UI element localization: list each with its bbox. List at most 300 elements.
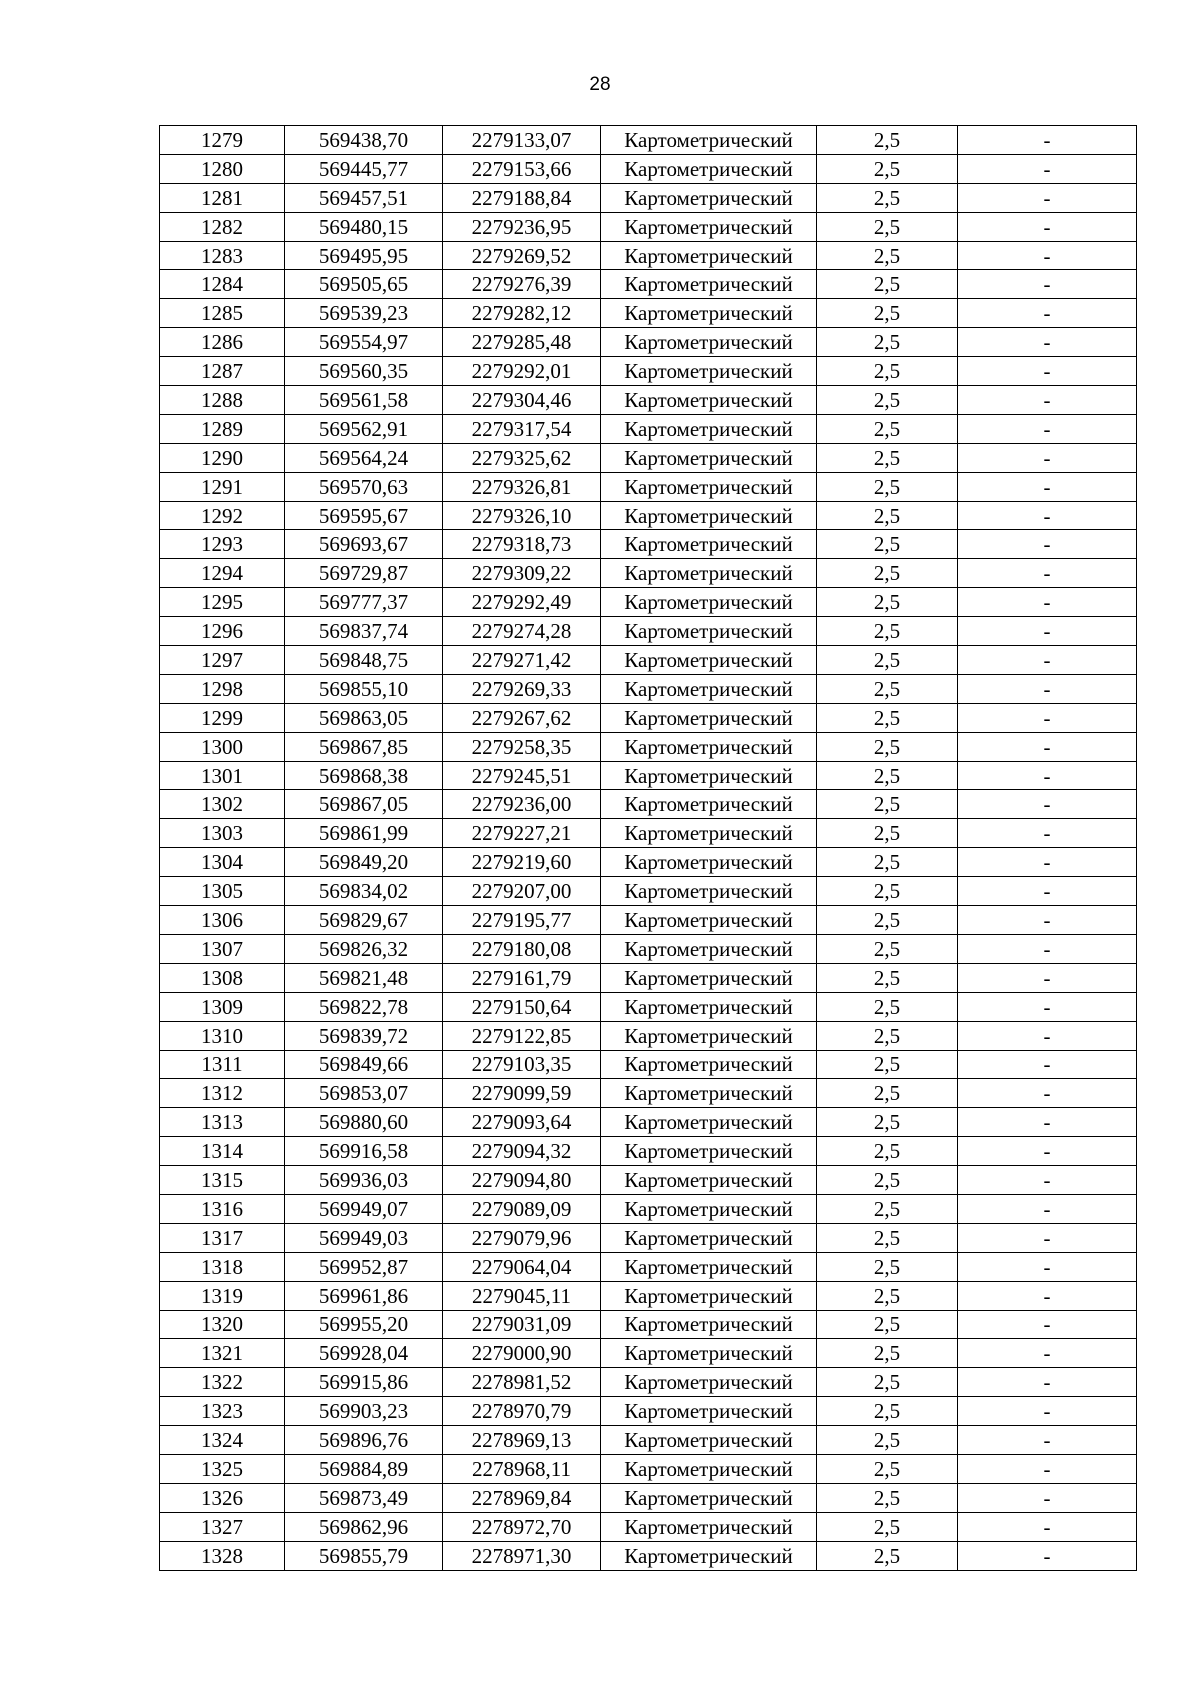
accuracy-cell: 2,5: [817, 1281, 958, 1310]
point-number-cell: 1286: [160, 328, 285, 357]
table-row: [160, 501, 1137, 530]
description-cell: -: [958, 848, 1137, 877]
point-number-cell: 1299: [160, 703, 285, 732]
y-coordinate-cell: 2279292,01: [443, 357, 601, 386]
table-row: [160, 992, 1137, 1021]
y-coordinate-cell: 2279304,46: [443, 386, 601, 415]
accuracy-cell: 2,5: [817, 443, 958, 472]
description-cell: -: [958, 646, 1137, 675]
x-coordinate-cell: 569595,67: [285, 501, 443, 530]
table-row: [160, 617, 1137, 646]
method-cell: Картометрический: [601, 1021, 817, 1050]
accuracy-cell: 2,5: [817, 848, 958, 877]
point-number-cell: 1313: [160, 1108, 285, 1137]
point-number-cell: 1302: [160, 790, 285, 819]
accuracy-cell: 2,5: [817, 732, 958, 761]
method-cell: Картометрический: [601, 1368, 817, 1397]
point-number-cell: 1292: [160, 501, 285, 530]
description-cell: -: [958, 212, 1137, 241]
point-number-cell: 1306: [160, 906, 285, 935]
table-row: [160, 183, 1137, 212]
description-cell: -: [958, 1166, 1137, 1195]
point-number-cell: 1327: [160, 1512, 285, 1541]
point-number-cell: 1298: [160, 674, 285, 703]
description-cell: -: [958, 877, 1137, 906]
table-row: [160, 559, 1137, 588]
coordinates-table-body: [160, 126, 1137, 1571]
y-coordinate-cell: 2279153,66: [443, 154, 601, 183]
accuracy-cell: 2,5: [817, 1021, 958, 1050]
x-coordinate-cell: 569560,35: [285, 357, 443, 386]
accuracy-cell: 2,5: [817, 1194, 958, 1223]
point-number-cell: 1283: [160, 241, 285, 270]
accuracy-cell: 2,5: [817, 703, 958, 732]
y-coordinate-cell: 2279309,22: [443, 559, 601, 588]
method-cell: Картометрический: [601, 848, 817, 877]
x-coordinate-cell: 569855,10: [285, 674, 443, 703]
y-coordinate-cell: 2279000,90: [443, 1339, 601, 1368]
y-coordinate-cell: 2279317,54: [443, 414, 601, 443]
description-cell: -: [958, 1483, 1137, 1512]
method-cell: Картометрический: [601, 1252, 817, 1281]
accuracy-cell: 2,5: [817, 1483, 958, 1512]
description-cell: -: [958, 1339, 1137, 1368]
accuracy-cell: 2,5: [817, 299, 958, 328]
point-number-cell: 1324: [160, 1426, 285, 1455]
method-cell: Картометрический: [601, 1310, 817, 1339]
y-coordinate-cell: 2278968,11: [443, 1454, 601, 1483]
method-cell: Картометрический: [601, 877, 817, 906]
accuracy-cell: 2,5: [817, 1252, 958, 1281]
x-coordinate-cell: 569861,99: [285, 819, 443, 848]
table-row: [160, 357, 1137, 386]
accuracy-cell: 2,5: [817, 1426, 958, 1455]
accuracy-cell: 2,5: [817, 906, 958, 935]
table-row: [160, 1483, 1137, 1512]
x-coordinate-cell: 569826,32: [285, 934, 443, 963]
method-cell: Картометрический: [601, 1397, 817, 1426]
table-row: [160, 299, 1137, 328]
y-coordinate-cell: 2279045,11: [443, 1281, 601, 1310]
x-coordinate-cell: 569564,24: [285, 443, 443, 472]
table-row: [160, 1397, 1137, 1426]
description-cell: -: [958, 443, 1137, 472]
description-cell: -: [958, 1281, 1137, 1310]
table-row: [160, 906, 1137, 935]
method-cell: Картометрический: [601, 299, 817, 328]
method-cell: Картометрический: [601, 1166, 817, 1195]
accuracy-cell: 2,5: [817, 1079, 958, 1108]
table-row: [160, 1050, 1137, 1079]
y-coordinate-cell: 2279276,39: [443, 270, 601, 299]
point-number-cell: 1325: [160, 1454, 285, 1483]
point-number-cell: 1315: [160, 1166, 285, 1195]
y-coordinate-cell: 2279318,73: [443, 530, 601, 559]
table-row: [160, 1512, 1137, 1541]
y-coordinate-cell: 2279150,64: [443, 992, 601, 1021]
y-coordinate-cell: 2279258,35: [443, 732, 601, 761]
method-cell: Картометрический: [601, 1194, 817, 1223]
description-cell: -: [958, 819, 1137, 848]
x-coordinate-cell: 569916,58: [285, 1137, 443, 1166]
x-coordinate-cell: 569837,74: [285, 617, 443, 646]
accuracy-cell: 2,5: [817, 1368, 958, 1397]
y-coordinate-cell: 2279133,07: [443, 126, 601, 155]
accuracy-cell: 2,5: [817, 992, 958, 1021]
x-coordinate-cell: 569863,05: [285, 703, 443, 732]
x-coordinate-cell: 569505,65: [285, 270, 443, 299]
table-row: [160, 1281, 1137, 1310]
description-cell: -: [958, 386, 1137, 415]
description-cell: -: [958, 992, 1137, 1021]
accuracy-cell: 2,5: [817, 1137, 958, 1166]
x-coordinate-cell: 569693,67: [285, 530, 443, 559]
table-row: [160, 588, 1137, 617]
point-number-cell: 1279: [160, 126, 285, 155]
accuracy-cell: 2,5: [817, 934, 958, 963]
table-row: [160, 1368, 1137, 1397]
table-row: [160, 963, 1137, 992]
x-coordinate-cell: 569862,96: [285, 1512, 443, 1541]
table-row: [160, 530, 1137, 559]
x-coordinate-cell: 569562,91: [285, 414, 443, 443]
description-cell: -: [958, 126, 1137, 155]
description-cell: -: [958, 963, 1137, 992]
point-number-cell: 1317: [160, 1223, 285, 1252]
method-cell: Картометрический: [601, 270, 817, 299]
table-row: [160, 877, 1137, 906]
y-coordinate-cell: 2278972,70: [443, 1512, 601, 1541]
point-number-cell: 1304: [160, 848, 285, 877]
description-cell: -: [958, 472, 1137, 501]
point-number-cell: 1296: [160, 617, 285, 646]
description-cell: -: [958, 1021, 1137, 1050]
x-coordinate-cell: 569849,20: [285, 848, 443, 877]
accuracy-cell: 2,5: [817, 530, 958, 559]
point-number-cell: 1328: [160, 1541, 285, 1570]
table-row: [160, 1223, 1137, 1252]
y-coordinate-cell: 2279285,48: [443, 328, 601, 357]
accuracy-cell: 2,5: [817, 761, 958, 790]
method-cell: Картометрический: [601, 790, 817, 819]
method-cell: Картометрический: [601, 1137, 817, 1166]
x-coordinate-cell: 569949,07: [285, 1194, 443, 1223]
description-cell: -: [958, 1252, 1137, 1281]
method-cell: Картометрический: [601, 732, 817, 761]
method-cell: Картометрический: [601, 1050, 817, 1079]
point-number-cell: 1303: [160, 819, 285, 848]
point-number-cell: 1318: [160, 1252, 285, 1281]
y-coordinate-cell: 2279188,84: [443, 183, 601, 212]
point-number-cell: 1310: [160, 1021, 285, 1050]
point-number-cell: 1326: [160, 1483, 285, 1512]
point-number-cell: 1322: [160, 1368, 285, 1397]
accuracy-cell: 2,5: [817, 790, 958, 819]
page-number: 28: [589, 74, 611, 95]
point-number-cell: 1314: [160, 1137, 285, 1166]
table-row: [160, 386, 1137, 415]
method-cell: Картометрический: [601, 501, 817, 530]
description-cell: -: [958, 414, 1137, 443]
y-coordinate-cell: 2278969,13: [443, 1426, 601, 1455]
description-cell: -: [958, 1310, 1137, 1339]
accuracy-cell: 2,5: [817, 472, 958, 501]
accuracy-cell: 2,5: [817, 1108, 958, 1137]
y-coordinate-cell: 2279326,10: [443, 501, 601, 530]
y-coordinate-cell: 2279271,42: [443, 646, 601, 675]
method-cell: Картометрический: [601, 906, 817, 935]
method-cell: Картометрический: [601, 126, 817, 155]
method-cell: Картометрический: [601, 1426, 817, 1455]
x-coordinate-cell: 569955,20: [285, 1310, 443, 1339]
accuracy-cell: 2,5: [817, 588, 958, 617]
y-coordinate-cell: 2278981,52: [443, 1368, 601, 1397]
method-cell: Картометрический: [601, 386, 817, 415]
x-coordinate-cell: 569915,86: [285, 1368, 443, 1397]
y-coordinate-cell: 2279103,35: [443, 1050, 601, 1079]
x-coordinate-cell: 569868,38: [285, 761, 443, 790]
y-coordinate-cell: 2279093,64: [443, 1108, 601, 1137]
description-cell: -: [958, 559, 1137, 588]
accuracy-cell: 2,5: [817, 674, 958, 703]
description-cell: -: [958, 1512, 1137, 1541]
x-coordinate-cell: 569539,23: [285, 299, 443, 328]
accuracy-cell: 2,5: [817, 357, 958, 386]
point-number-cell: 1316: [160, 1194, 285, 1223]
point-number-cell: 1291: [160, 472, 285, 501]
method-cell: Картометрический: [601, 154, 817, 183]
accuracy-cell: 2,5: [817, 646, 958, 675]
point-number-cell: 1323: [160, 1397, 285, 1426]
point-number-cell: 1311: [160, 1050, 285, 1079]
description-cell: -: [958, 530, 1137, 559]
x-coordinate-cell: 569554,97: [285, 328, 443, 357]
description-cell: -: [958, 1050, 1137, 1079]
accuracy-cell: 2,5: [817, 183, 958, 212]
table-row: [160, 1252, 1137, 1281]
y-coordinate-cell: 2279064,04: [443, 1252, 601, 1281]
accuracy-cell: 2,5: [817, 1512, 958, 1541]
accuracy-cell: 2,5: [817, 1397, 958, 1426]
y-coordinate-cell: 2279227,21: [443, 819, 601, 848]
accuracy-cell: 2,5: [817, 154, 958, 183]
x-coordinate-cell: 569928,04: [285, 1339, 443, 1368]
y-coordinate-cell: 2279219,60: [443, 848, 601, 877]
x-coordinate-cell: 569873,49: [285, 1483, 443, 1512]
method-cell: Картометрический: [601, 1339, 817, 1368]
description-cell: -: [958, 1541, 1137, 1570]
x-coordinate-cell: 569880,60: [285, 1108, 443, 1137]
x-coordinate-cell: 569495,95: [285, 241, 443, 270]
x-coordinate-cell: 569848,75: [285, 646, 443, 675]
table-row: [160, 328, 1137, 357]
point-number-cell: 1295: [160, 588, 285, 617]
description-cell: -: [958, 674, 1137, 703]
y-coordinate-cell: 2279326,81: [443, 472, 601, 501]
description-cell: -: [958, 1397, 1137, 1426]
accuracy-cell: 2,5: [817, 386, 958, 415]
table-row: [160, 1137, 1137, 1166]
table-row: [160, 1310, 1137, 1339]
description-cell: -: [958, 1194, 1137, 1223]
accuracy-cell: 2,5: [817, 1223, 958, 1252]
table-row: [160, 241, 1137, 270]
accuracy-cell: 2,5: [817, 877, 958, 906]
point-number-cell: 1288: [160, 386, 285, 415]
accuracy-cell: 2,5: [817, 212, 958, 241]
y-coordinate-cell: 2279161,79: [443, 963, 601, 992]
description-cell: -: [958, 357, 1137, 386]
table-row: [160, 790, 1137, 819]
x-coordinate-cell: 569729,87: [285, 559, 443, 588]
point-number-cell: 1290: [160, 443, 285, 472]
table-row: [160, 1454, 1137, 1483]
y-coordinate-cell: 2279245,51: [443, 761, 601, 790]
table-row: [160, 443, 1137, 472]
x-coordinate-cell: 569936,03: [285, 1166, 443, 1195]
method-cell: Картометрический: [601, 443, 817, 472]
method-cell: Картометрический: [601, 472, 817, 501]
method-cell: Картометрический: [601, 1483, 817, 1512]
method-cell: Картометрический: [601, 617, 817, 646]
description-cell: -: [958, 906, 1137, 935]
x-coordinate-cell: 569961,86: [285, 1281, 443, 1310]
coordinates-table: [159, 125, 1137, 1571]
description-cell: -: [958, 732, 1137, 761]
x-coordinate-cell: 569853,07: [285, 1079, 443, 1108]
method-cell: Картометрический: [601, 588, 817, 617]
description-cell: -: [958, 183, 1137, 212]
table-row: [160, 414, 1137, 443]
method-cell: Картометрический: [601, 646, 817, 675]
x-coordinate-cell: 569884,89: [285, 1454, 443, 1483]
x-coordinate-cell: 569438,70: [285, 126, 443, 155]
accuracy-cell: 2,5: [817, 126, 958, 155]
method-cell: Картометрический: [601, 1281, 817, 1310]
method-cell: Картометрический: [601, 414, 817, 443]
x-coordinate-cell: 569839,72: [285, 1021, 443, 1050]
table-row: [160, 703, 1137, 732]
y-coordinate-cell: 2279031,09: [443, 1310, 601, 1339]
method-cell: Картометрический: [601, 559, 817, 588]
method-cell: Картометрический: [601, 1079, 817, 1108]
y-coordinate-cell: 2279269,52: [443, 241, 601, 270]
method-cell: Картометрический: [601, 1512, 817, 1541]
table-row: [160, 1541, 1137, 1570]
description-cell: -: [958, 501, 1137, 530]
y-coordinate-cell: 2279207,00: [443, 877, 601, 906]
point-number-cell: 1309: [160, 992, 285, 1021]
method-cell: Картометрический: [601, 1223, 817, 1252]
table-row: [160, 674, 1137, 703]
method-cell: Картометрический: [601, 819, 817, 848]
description-cell: -: [958, 790, 1137, 819]
description-cell: -: [958, 588, 1137, 617]
y-coordinate-cell: 2279122,85: [443, 1021, 601, 1050]
y-coordinate-cell: 2279094,32: [443, 1137, 601, 1166]
method-cell: Картометрический: [601, 183, 817, 212]
accuracy-cell: 2,5: [817, 1339, 958, 1368]
x-coordinate-cell: 569822,78: [285, 992, 443, 1021]
description-cell: -: [958, 1137, 1137, 1166]
y-coordinate-cell: 2279267,62: [443, 703, 601, 732]
y-coordinate-cell: 2279094,80: [443, 1166, 601, 1195]
point-number-cell: 1294: [160, 559, 285, 588]
x-coordinate-cell: 569867,85: [285, 732, 443, 761]
point-number-cell: 1321: [160, 1339, 285, 1368]
table-row: [160, 1166, 1137, 1195]
table-row: [160, 761, 1137, 790]
description-cell: -: [958, 270, 1137, 299]
point-number-cell: 1307: [160, 934, 285, 963]
description-cell: -: [958, 761, 1137, 790]
description-cell: -: [958, 617, 1137, 646]
description-cell: -: [958, 1108, 1137, 1137]
x-coordinate-cell: 569903,23: [285, 1397, 443, 1426]
description-cell: -: [958, 934, 1137, 963]
point-number-cell: 1280: [160, 154, 285, 183]
point-number-cell: 1308: [160, 963, 285, 992]
table-row: [160, 848, 1137, 877]
x-coordinate-cell: 569777,37: [285, 588, 443, 617]
point-number-cell: 1320: [160, 1310, 285, 1339]
description-cell: -: [958, 241, 1137, 270]
x-coordinate-cell: 569867,05: [285, 790, 443, 819]
x-coordinate-cell: 569855,79: [285, 1541, 443, 1570]
x-coordinate-cell: 569570,63: [285, 472, 443, 501]
x-coordinate-cell: 569457,51: [285, 183, 443, 212]
y-coordinate-cell: 2279274,28: [443, 617, 601, 646]
y-coordinate-cell: 2279325,62: [443, 443, 601, 472]
table-row: [160, 1339, 1137, 1368]
accuracy-cell: 2,5: [817, 819, 958, 848]
y-coordinate-cell: 2279292,49: [443, 588, 601, 617]
method-cell: Картометрический: [601, 241, 817, 270]
table-row: [160, 154, 1137, 183]
point-number-cell: 1284: [160, 270, 285, 299]
y-coordinate-cell: 2278971,30: [443, 1541, 601, 1570]
table-row: [160, 472, 1137, 501]
method-cell: Картометрический: [601, 761, 817, 790]
point-number-cell: 1293: [160, 530, 285, 559]
accuracy-cell: 2,5: [817, 1310, 958, 1339]
accuracy-cell: 2,5: [817, 617, 958, 646]
table-row: [160, 646, 1137, 675]
description-cell: -: [958, 1223, 1137, 1252]
method-cell: Картометрический: [601, 1454, 817, 1483]
point-number-cell: 1301: [160, 761, 285, 790]
point-number-cell: 1282: [160, 212, 285, 241]
method-cell: Картометрический: [601, 212, 817, 241]
description-cell: -: [958, 1368, 1137, 1397]
description-cell: -: [958, 154, 1137, 183]
y-coordinate-cell: 2279079,96: [443, 1223, 601, 1252]
x-coordinate-cell: 569480,15: [285, 212, 443, 241]
description-cell: -: [958, 299, 1137, 328]
description-cell: -: [958, 1454, 1137, 1483]
table-row: [160, 819, 1137, 848]
method-cell: Картометрический: [601, 1108, 817, 1137]
y-coordinate-cell: 2279236,95: [443, 212, 601, 241]
accuracy-cell: 2,5: [817, 559, 958, 588]
table-row: [160, 1079, 1137, 1108]
point-number-cell: 1289: [160, 414, 285, 443]
y-coordinate-cell: 2279236,00: [443, 790, 601, 819]
description-cell: -: [958, 703, 1137, 732]
description-cell: -: [958, 1426, 1137, 1455]
x-coordinate-cell: 569952,87: [285, 1252, 443, 1281]
table-row: [160, 270, 1137, 299]
